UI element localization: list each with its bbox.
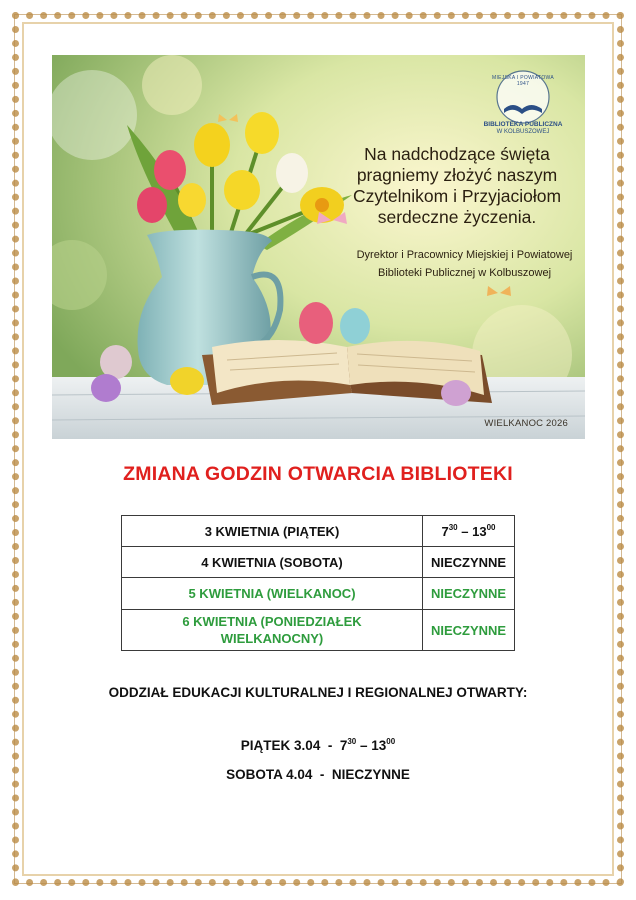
table-row — [122, 516, 515, 547]
logo-town: W KOLBUSZOWEJ — [496, 129, 550, 135]
close-minute: 00 — [386, 737, 396, 746]
close-hour: 13 — [472, 524, 487, 539]
open-minute: 30 — [448, 523, 458, 532]
table-row-holiday — [122, 610, 515, 651]
logo-seal-text: MIEJSKA I POWIATOWA — [491, 75, 554, 81]
time-separator: – — [457, 524, 473, 539]
close-minute: 00 — [486, 523, 496, 532]
hours-cell — [423, 516, 515, 547]
greeting-line: pragniemy złożyć naszym — [356, 165, 558, 185]
day-cell: 5 KWIETNIA (WIELKANOC) — [122, 578, 423, 610]
department-saturday-status: SOBOTA 4.04 - NIECZYNNE — [226, 767, 410, 782]
table-row — [122, 547, 515, 578]
friday-label: PIĄTEK 3.04 - — [240, 738, 340, 753]
logo-year: 1947 — [516, 81, 530, 87]
day-cell — [122, 610, 423, 651]
close-hour: 13 — [371, 738, 387, 753]
day-cell: 4 KWIETNIA (SOBOTA) — [122, 547, 423, 578]
table-row-holiday — [122, 578, 515, 610]
page-title: ZMIANA GODZIN OTWARCIA BIBLIOTEKI — [123, 463, 513, 485]
opening-hours-table — [121, 515, 515, 651]
department-friday-hours — [0, 737, 636, 753]
day-cell: 3 KWIETNIA (PIĄTEK) — [122, 516, 423, 547]
logo-name: BIBLIOTEKA PUBLICZNA — [483, 121, 563, 128]
library-logo — [472, 75, 574, 136]
status-cell: NIECZYNNE — [423, 578, 515, 610]
greeting-line: Czytelnikom i Przyjaciołom — [352, 186, 562, 206]
greeting-line: serdeczne życzenia. — [377, 207, 537, 227]
time-separator: – — [356, 738, 372, 753]
greeting-line: Na nadchodzące święta — [364, 144, 550, 164]
signature-line: Dyrektor i Pracownicy Miejskiej i Powiatowej — [356, 249, 573, 261]
department-title: ODDZIAŁ EDUKACJI KULTURALNEJ I REGIONALNEJ OTWARTY: — [108, 685, 528, 700]
open-hour: 7 — [339, 738, 348, 753]
open-hour: 7 — [441, 524, 449, 539]
easter-greeting-card — [52, 55, 585, 439]
status-cell: NIECZYNNE — [423, 610, 515, 651]
day-line: 6 KWIETNIA (PONIEDZIAŁEK — [182, 614, 362, 629]
status-cell: NIECZYNNE — [423, 547, 515, 578]
greeting-signature — [352, 246, 577, 282]
card-footer-label: WIELKANOC 2026 — [484, 418, 568, 429]
greeting-text — [337, 144, 577, 228]
day-line: WIELKANOCNY) — [220, 631, 324, 646]
open-minute: 30 — [347, 737, 357, 746]
signature-line: Biblioteki Publicznej w Kolbuszowej — [377, 267, 552, 279]
